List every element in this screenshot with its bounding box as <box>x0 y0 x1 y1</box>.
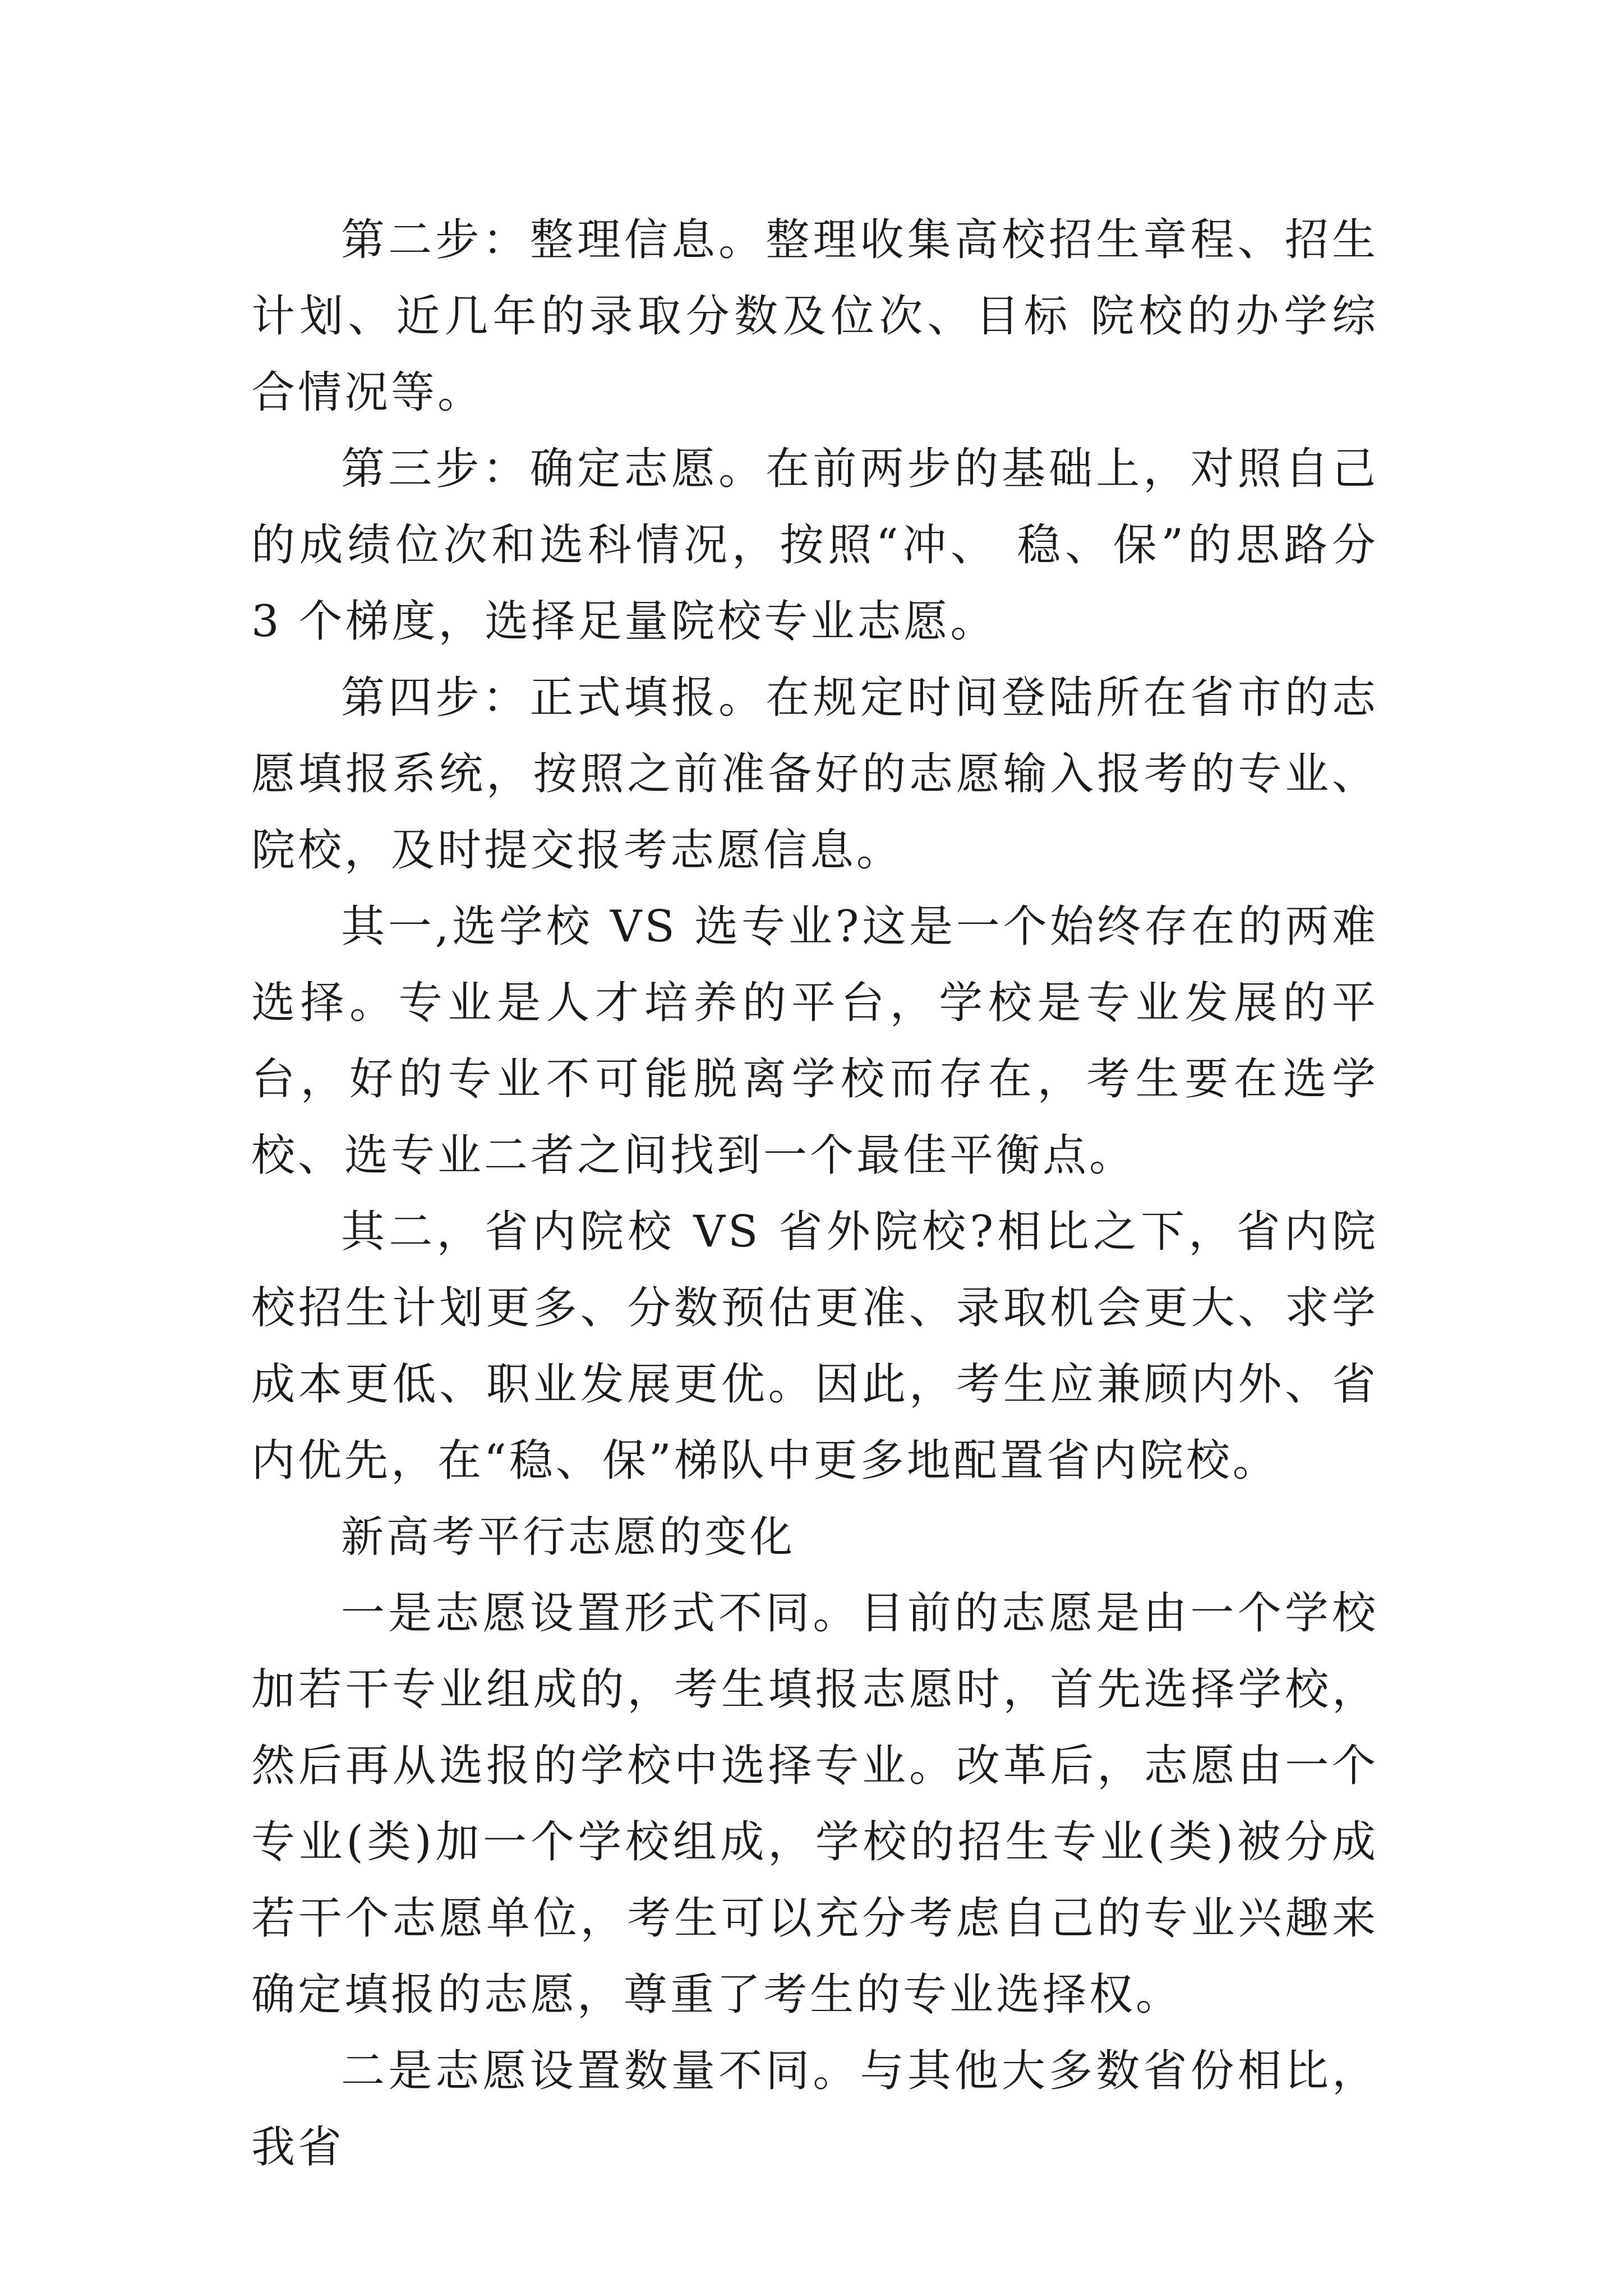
paragraph-step-three: 第三步：确定志愿。在前两步的基础上，对照自己的成绩位次和选科情况，按照“冲、 稳、保”的思路分 3 个梯度，选择足量院校专业志愿。 <box>251 444 1378 647</box>
paragraph-form-difference: 一是志愿设置形式不同。目前的志愿是由一个学校加若干专业组成的，考生填报志愿时，首先选择学校，然后再从选报的学校中选择专业。改革后，志愿由一个专业(类)加一个学校组成，学校的招生专业(类)被分成若干个志愿单位，考生可以充分考虑自己的专业兴趣来确定填报的志愿，尊重了考生的专业选择权。 <box>251 1588 1378 2020</box>
section-heading: 新高考平行志愿的变化 <box>341 1512 795 1562</box>
paragraph-step-two: 第二步：整理信息。整理收集高校招生章程、招生计划、近几年的录取分数及位次、目标 院校的办学综合情况等。 <box>251 215 1378 418</box>
paragraph-quantity-difference: 二是志愿设置数量不同。与其他大多数省份相比，我省 <box>251 2046 1378 2173</box>
paragraph-in-province-vs-out: 其二，省内院校 VS 省外院校?相比之下，省内院校招生计划更多、分数预估更准、录取机会更大、求学成本更低、职业发展更优。因此，考生应兼顾内外、省内优先，在“稳、保”梯队中更多地配置省内院校。 <box>251 1207 1378 1486</box>
document-body <box>251 202 1378 2185</box>
paragraph-step-four: 第四步：正式填报。在规定时间登陆所在省市的志愿填报系统，按照之前准备好的志愿输入报考的专业、院校，及时提交报考志愿信息。 <box>251 673 1378 876</box>
paragraph-school-vs-major: 其一,选学校 VS 选专业?这是一个始终存在的两难选择。专业是人才培养的平台，学校是专业发展的平台，好的专业不可能脱离学校而存在，考生要在选学校、选专业二者之间找到一个最佳平衡点。 <box>251 901 1378 1181</box>
